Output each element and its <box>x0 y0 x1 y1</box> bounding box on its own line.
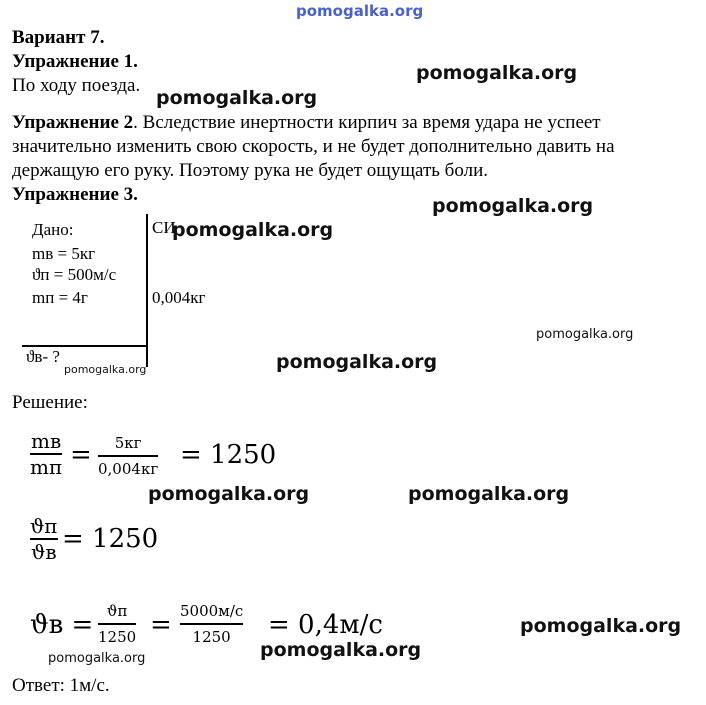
ex2-line2: значительно изменить свою скорость, и не будет дополнительно давить на <box>12 136 615 157</box>
f1-denominator: mп <box>30 455 63 479</box>
f1-equals: = <box>70 440 92 470</box>
find-value: ϑв- ? <box>26 347 60 366</box>
watermark: pomogalka.org <box>48 651 146 666</box>
table-horizontal-line <box>22 345 148 347</box>
f3-bar-2 <box>180 623 243 625</box>
f3-fraction-1 <box>98 600 136 648</box>
variant-heading: Вариант 7. <box>12 27 105 48</box>
watermark: pomogalka.org <box>432 195 594 217</box>
given-mass-bullet: mп = 4г <box>32 288 88 307</box>
ex2-text-1: . Вследствие инертности кирпич за время удара не успеет <box>133 112 601 133</box>
f1-fraction-masses <box>30 430 62 478</box>
solution-label: Решение: <box>12 392 88 413</box>
f3-fraction-2 <box>180 600 243 648</box>
ex3-title: Упражнение 3. <box>12 184 138 205</box>
f3-equals: = <box>150 610 172 640</box>
answer: Ответ: 1м/с. <box>12 675 110 696</box>
watermark: pomogalka.org <box>148 483 310 505</box>
si-label: СИ <box>152 218 176 237</box>
f3-denominator-value: 1250 <box>192 628 231 646</box>
f2-denominator: ϑв <box>31 540 57 564</box>
f1-numerator-value: 5кг <box>114 434 142 452</box>
f1-fraction-values <box>98 432 158 480</box>
watermark: pomogalka.org <box>416 62 578 84</box>
watermark: pomogalka.org <box>156 87 318 109</box>
f1-bar-2 <box>98 455 158 457</box>
f3-lhs: ϑв = <box>30 610 94 640</box>
f2-result: = 1250 <box>62 524 159 554</box>
si-mass-bullet: 0,004кг <box>152 288 206 307</box>
ex1-answer: По ходу поезда. <box>12 75 141 96</box>
f3-bar <box>98 623 136 625</box>
given-speed-bullet: ϑп = 500м/с <box>32 265 117 284</box>
watermark: pomogalka.org <box>64 363 147 376</box>
ex1-title: Упражнение 1. <box>12 51 138 72</box>
watermark: pomogalka.org <box>536 327 634 342</box>
watermark: pomogalka.org <box>260 639 422 661</box>
watermark: pomogalka.org <box>276 351 438 373</box>
f2-fraction-speeds <box>30 515 58 563</box>
ex2-line1 <box>12 111 601 135</box>
f3-numerator: ϑп <box>106 602 128 620</box>
given-label: Дано: <box>32 220 74 239</box>
ex2-line3: держащую его руку. Поэтому рука не будет ощущать боли. <box>12 160 488 181</box>
watermark: pomogalka.org <box>172 219 334 241</box>
f3-numerator-value: 5000м/с <box>180 602 244 620</box>
f2-numerator: ϑп <box>30 514 58 538</box>
watermark: pomogalka.org <box>520 615 682 637</box>
watermark: pomogalka.org <box>408 483 570 505</box>
f3-result: = 0,4м/с <box>268 610 383 640</box>
given-mass-brick: mв = 5кг <box>32 244 96 263</box>
f1-result: = 1250 <box>180 440 277 470</box>
watermark-top: pomogalka.org <box>296 2 424 20</box>
f1-numerator: mв <box>31 429 62 453</box>
ex2-title: Упражнение 2 <box>12 112 134 133</box>
f1-denominator-value: 0,004кг <box>98 460 159 478</box>
f3-denominator: 1250 <box>98 628 137 646</box>
